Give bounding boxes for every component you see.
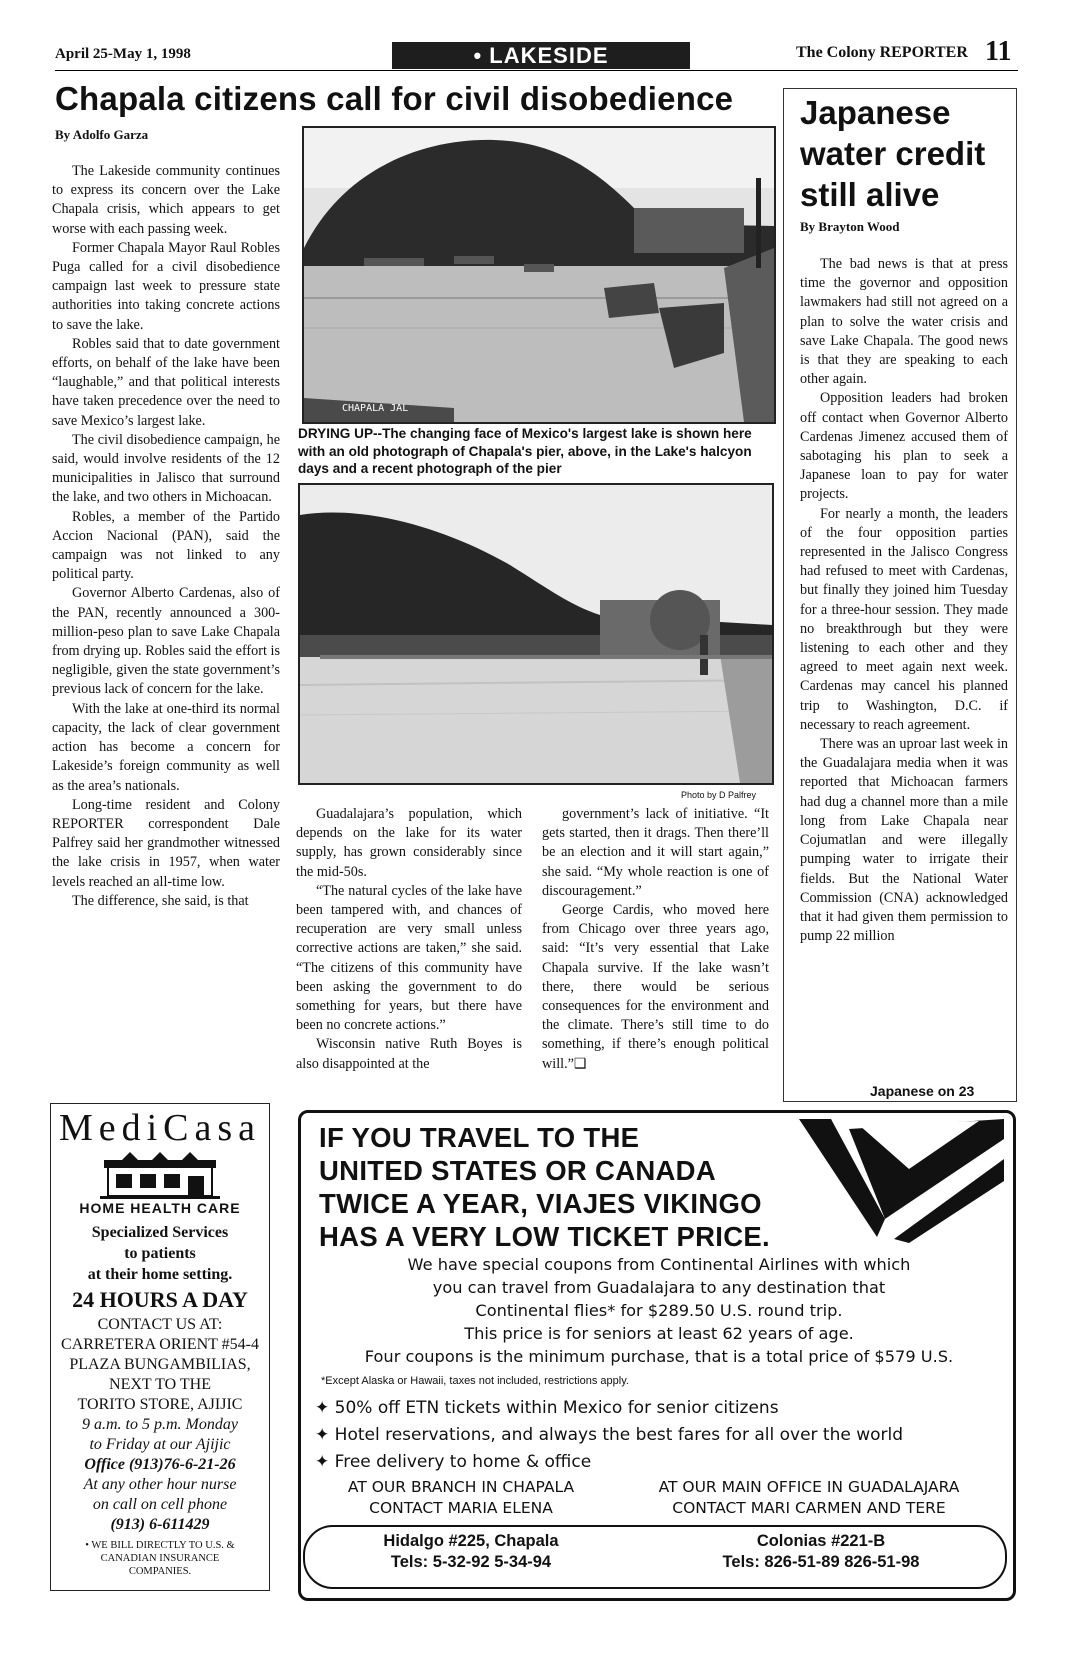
ad-headline-4: HAS A VERY LOW TICKET PRICE. xyxy=(319,1221,770,1252)
photo-old-pier xyxy=(302,126,776,424)
medicasa-specialized-2: to patients xyxy=(124,1245,196,1262)
medicasa-contact-2: CARRETERA ORIENT #54-4 xyxy=(61,1336,259,1353)
photo-inscription: CHAPALA JAL xyxy=(342,403,409,414)
ad-main-office-2: CONTACT MARI CARMEN AND TERE xyxy=(672,1499,946,1517)
ad-main-address: Colonias #221-B xyxy=(756,1532,886,1550)
ad-body-3: Continental flies* for $289.50 U.S. round trip. xyxy=(475,1301,843,1320)
ad-main-office-1: AT OUR MAIN OFFICE IN GUADALAJARA xyxy=(658,1478,960,1496)
ad-branch-1: AT OUR BRANCH IN CHAPALA xyxy=(347,1478,575,1496)
medicasa-contact-4: NEXT TO THE xyxy=(109,1376,211,1393)
ad-body-4: This price is for seniors at least 62 years of age. xyxy=(464,1324,854,1343)
side-headline-line-1: Japanese xyxy=(800,94,951,131)
medicasa-ad xyxy=(50,1103,270,1591)
issue-date: April 25-May 1, 1998 xyxy=(55,46,191,62)
medicasa-specialized-1: Specialized Services xyxy=(91,1224,229,1241)
article-paragraph: Wisconsin native Ruth Boyes is also disappointed at the xyxy=(296,1036,522,1072)
medicasa-office-hours-1: 9 a.m. to 5 p.m. Monday xyxy=(82,1416,238,1433)
photo-old-pier-image xyxy=(304,128,774,422)
article-paragraph: Long-time resident and Colony REPORTER correspondent Dale Palfrey said her grandmother witnessed the lake crisis in 1957, when water levels reached an all-time low. xyxy=(52,796,280,890)
bullet-diamond-icon: ✦ xyxy=(315,1452,335,1472)
medicasa-contact-5: TORITO STORE, AJIJIC xyxy=(77,1396,243,1413)
house-icon xyxy=(100,1152,220,1200)
side-headline-line-3: still alive xyxy=(800,176,940,213)
article-paragraph: Former Chapala Mayor Raul Robles Puga called for a civil disobedience campaign last week to pressure state authorities into taking concrete actions to save the lake. xyxy=(52,239,280,333)
medicasa-office-hours-2: to Friday at our Ajijic xyxy=(89,1436,231,1453)
medicasa-after-hours-2: on call on cell phone xyxy=(92,1496,228,1513)
article-paragraph: Governor Alberto Cardenas, also of the PAN, recently announced a 300-million-peso plan to save Lake Chapala from drying up. Robles said the effort is negligible, given the state government’s previous lack of concern for the lake. xyxy=(52,585,280,698)
photo-caption: DRYING UP--The changing face of Mexico's largest lake is shown here with an old photograph of Chapala's pier, above, in the Lake's halcyon days and a recent photograph of the pier xyxy=(298,426,752,476)
medicasa-billing-3: COMPANIES. xyxy=(128,1566,192,1577)
photo-recent-pier xyxy=(298,483,774,785)
main-byline: By Adolfo Garza xyxy=(55,127,149,142)
medicasa-cell-phone: (913) 6-611429 xyxy=(110,1516,210,1533)
medicasa-billing-1: • WE BILL DIRECTLY TO U.S. & xyxy=(85,1540,235,1551)
article-column-3 xyxy=(542,805,769,1074)
medicasa-office-phone: Office (913)76-6-21-26 xyxy=(84,1456,236,1473)
newspaper-name: The Colony REPORTER xyxy=(796,44,968,61)
side-headline-line-2: water credit xyxy=(800,135,986,172)
article-paragraph: Opposition leaders had broken off contact when Governor Alberto Cardenas Jimenez accused them of sabotaging his plan to seek a Japanese loan to pay for water projects. xyxy=(800,390,1008,503)
photo-recent-pier-image xyxy=(300,485,772,783)
ad-headline-1: IF YOU TRAVEL TO THE xyxy=(319,1122,640,1153)
ad-bullet-1: 50% off ETN tickets within Mexico for senior citizens xyxy=(334,1398,779,1418)
ad-footnote: *Except Alaska or Hawaii, taxes not included, restrictions apply. xyxy=(321,1375,629,1387)
medicasa-contact-1: CONTACT US AT: xyxy=(97,1316,223,1333)
medicasa-logo: MediCasa xyxy=(58,1107,262,1149)
side-article-body xyxy=(800,255,1008,946)
medicasa-subtitle: HOME HEALTH CARE xyxy=(79,1200,241,1216)
article-paragraph: For nearly a month, the leaders of the four opposition parties represented in the Jalisco Congress had refused to meet with Cardenas, but finally they joined him Tuesday for a three-hour session. They made no breakthrough but they were listening to each other and they agreed to meet again next week. Cardenas may cancel his planned trip to Washington, D.C. if necessary to reach agreement. xyxy=(800,505,1008,733)
vikingo-logo-icon xyxy=(799,1119,1004,1247)
medicasa-after-hours-1: At any other hour nurse xyxy=(83,1476,237,1493)
article-paragraph: The difference, she said, is that xyxy=(72,892,249,909)
article-paragraph: “The natural cycles of the lake have been tampered with, and chances of recuperation are very small unless corrective actions are taken,” she said. “The citizens of this community have been asking the government to do something for years, but there have been no concrete actions.” xyxy=(296,882,522,1034)
main-headline: Chapala citizens call for civil disobedience xyxy=(55,80,734,117)
ad-body-2: you can travel from Guadalajara to any destination that xyxy=(432,1278,886,1297)
bullet-diamond-icon: ✦ xyxy=(315,1425,335,1445)
ad-branch-address: Hidalgo #225, Chapala xyxy=(383,1532,559,1550)
medicasa-contact-3: PLAZA BUNGAMBILIAS, xyxy=(69,1356,251,1373)
medicasa-billing-2: CANADIAN INSURANCE xyxy=(100,1553,220,1564)
ad-bullet-2: Hotel reservations, and always the best fares for all over the world xyxy=(334,1425,904,1445)
ad-headline-2: UNITED STATES OR CANADA xyxy=(319,1155,716,1186)
article-paragraph: There was an uproar last week in the Guadalajara media when it was reported that Michoacan farmers had dug a channel more than a mile long from Lake Chapala near Cojumatlan and were illegally pumping water to irrigate their fields. But the National Water Commission (CNA) acknowledged that it had given them permission to pump 22 million xyxy=(800,736,1008,945)
ad-branch-phone: Tels: 5-32-92 5-34-94 xyxy=(390,1553,552,1571)
ad-headline-3: TWICE A YEAR, VIAJES VIKINGO xyxy=(319,1188,762,1219)
medicasa-hours: 24 HOURS A DAY xyxy=(72,1287,248,1312)
article-column-2 xyxy=(296,805,522,1074)
article-paragraph: The Lakeside community continues to express its concern over the Lake Chapala crisis, which appears to get worse with each passing week. xyxy=(52,163,280,237)
article-paragraph: Robles, a member of the Partido Accion Nacional (PAN), said the campaign was not linked to any political party. xyxy=(52,508,280,583)
ad-body-5: Four coupons is the minimum purchase, that is a total price of $579 U.S. xyxy=(364,1347,954,1366)
continued-jump: Japanese on 23 xyxy=(870,1083,975,1099)
medicasa-specialized-3: at their home setting. xyxy=(87,1266,233,1283)
section-banner: • LAKESIDE xyxy=(392,42,690,69)
photo-credit: Photo by D Palfrey xyxy=(681,790,757,800)
ad-bullet-3: Free delivery to home & office xyxy=(334,1452,592,1472)
ad-branch-2: CONTACT MARIA ELENA xyxy=(369,1499,553,1517)
article-column-1 xyxy=(52,162,280,911)
viajes-vikingo-ad xyxy=(298,1110,1016,1601)
article-paragraph: George Cardis, who moved here from Chicago over three years ago, said: “It’s very essential that Lake Chapala survive. If the lake wasn’t there, there would be serious consequences for the environment and the climate. There’s still time to do something, if there’s enough political will.”❑ xyxy=(542,902,769,1072)
article-paragraph: Robles said that to date government efforts, on behalf of the lake have been “laughable,” and that political interests have taken precedence over the need to save Mexico’s largest lake. xyxy=(52,335,280,429)
article-paragraph: With the lake at one-third its normal capacity, the lack of clear government action has become a concern for Lakeside’s foreign community as well as the area’s nationals. xyxy=(52,700,280,794)
ad-main-phone: Tels: 826-51-89 826-51-98 xyxy=(722,1553,920,1571)
side-article-box xyxy=(783,88,1017,1102)
page-number: 11 xyxy=(985,36,1012,67)
bullet-diamond-icon: ✦ xyxy=(315,1398,335,1418)
header-rule xyxy=(55,70,1018,71)
article-paragraph: The civil disobedience campaign, he said, would involve residents of the 12 municipalities in Jalisco that surround the lake, and two others in Michoacan. xyxy=(52,431,280,506)
ad-body-1: We have special coupons from Continental Airlines with which xyxy=(407,1255,911,1274)
article-paragraph: government’s lack of initiative. “It gets started, then it drags. Then there’ll be an election and it will start again,” she said. “My whole reaction is one of discouragement.” xyxy=(542,806,769,899)
article-paragraph: Guadalajara’s population, which depends on the lake for its water supply, has grown considerably since the mid-50s. xyxy=(296,806,522,880)
side-byline: By Brayton Wood xyxy=(800,219,900,234)
article-paragraph: The bad news is that at press time the governor and opposition lawmakers had still not agreed on a plan to solve the water crisis and save Lake Chapala. The good news is that they are speaking to each other again. xyxy=(800,256,1008,388)
